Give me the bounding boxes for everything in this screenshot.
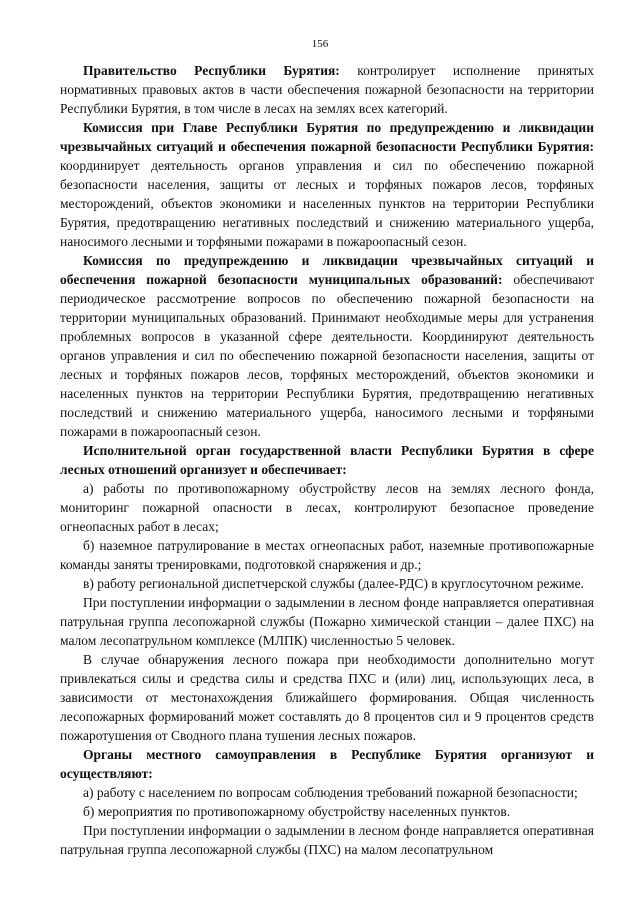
paragraph-text: При поступлении информации о задымлении в лесном фонде направляется оперативная патрульная группа лесопожарной службы (Пожарно химической станции – далее ПХС) на малом лесопатрульном комплексе (МЛПК) численностью 5 человек. [60, 595, 594, 648]
paragraph-local-government [60, 745, 594, 783]
paragraph-text: обеспечивают периодическое рассмотрение вопросов по обеспечению пожарной безопасности на территории муниципальных образований. Принимают необходимые меры для устранения проблемных вопросов в указанной сфере деятельности. Координируют деятельность органов управления и сил по обеспечению пожарной безопасности населения, защиты от лесных и торфяных пожаров лесов, торфяных месторождений, объектов экономики и населенных пунктов на территории Республики Бурятия, предотвращению негативных последствий и снижению материального ущерба, наносимого лесными и торфяными пожарами в пожароопасный сезон. [60, 272, 594, 439]
paragraph-fire-detection [60, 650, 594, 745]
list-item-c [60, 574, 594, 593]
list-item-a [60, 479, 594, 536]
paragraph-text: в) работу региональной диспетчерской службы (далее-РДС) в круглосуточном режиме. [83, 576, 584, 591]
paragraph-smoke-report-local [60, 821, 594, 859]
page-body [60, 61, 594, 859]
paragraph-lead: Комиссия по предупреждению и ликвидации чрезвычайных ситуаций и обеспечения пожарной безопасности муниципальных образований: [60, 253, 594, 287]
paragraph-head-commission [60, 118, 594, 251]
paragraph-text: При поступлении информации о задымлении в лесном фонде направляется оперативная патрульная группа лесопожарной службы (ПХС) на малом лесопатрульном [60, 823, 594, 857]
paragraph-text: В случае обнаружения лесного пожара при необходимости дополнительно могут привлекаться силы и средства силы и средства ПХС и (или) лиц, использующих леса, в зависимости от местонахождения ближайшего формирования. Общая численность лесопожарных формирований может составлять до 8 процентов сил и 9 процентов средств пожаротушения от Сводного плана тушения лесных пожаров. [60, 652, 594, 743]
paragraph-text: контролирует исполнение принятых нормативных правовых актов в части обеспечения пожарной безопасности на территории Республики Бурятия, в том числе в лесах на землях всех категорий. [60, 63, 594, 116]
paragraph-lead: Органы местного самоуправления в Республике Бурятия организуют и осуществляют: [60, 747, 594, 781]
paragraph-lead: Исполнительной орган государственной власти Республики Бурятия в сфере лесных отношений организует и обеспечивает: [60, 443, 594, 477]
list-item-b-local [60, 802, 594, 821]
paragraph-smoke-report [60, 593, 594, 650]
paragraph-text: б) мероприятия по противопожарному обустройству населенных пунктов. [83, 804, 511, 819]
paragraph-government [60, 61, 594, 118]
paragraph-text: а) работы по противопожарному обустройству лесов на землях лесного фонда, мониторинг пожарной опасности в лесах, контролируют безопасное проведение огнеопасных работ в лесах; [60, 481, 594, 534]
paragraph-municipal-commission [60, 251, 594, 441]
paragraph-lead: Правительство Республики Бурятия: [83, 63, 340, 78]
list-item-b [60, 536, 594, 574]
paragraph-text: б) наземное патрулирование в местах огнеопасных работ, наземные противопожарные команды заняты тренировками, подготовкой снаряжения и др.; [60, 538, 594, 572]
paragraph-executive-body [60, 441, 594, 479]
paragraph-lead: Комиссия при Главе Республики Бурятия по предупреждению и ликвидации чрезвычайных ситуаций и обеспечения пожарной безопасности Республики Бурятия: [60, 120, 594, 154]
paragraph-text: а) работу с населением по вопросам соблюдения требований пожарной безопасности; [83, 785, 578, 800]
list-item-a-local [60, 783, 594, 802]
page-number: 156 [311, 38, 329, 50]
paragraph-text: координирует деятельность органов управления и сил по обеспечению пожарной безопасности населения, защиты от лесных и торфяных пожаров лесов, торфяных месторождений, объектов экономики и населенных пунктов на территории Республики Бурятия, предотвращению негативных последствий и снижению материального ущерба, наносимого лесными и торфяными пожарами в пожароопасный сезон. [60, 158, 594, 249]
